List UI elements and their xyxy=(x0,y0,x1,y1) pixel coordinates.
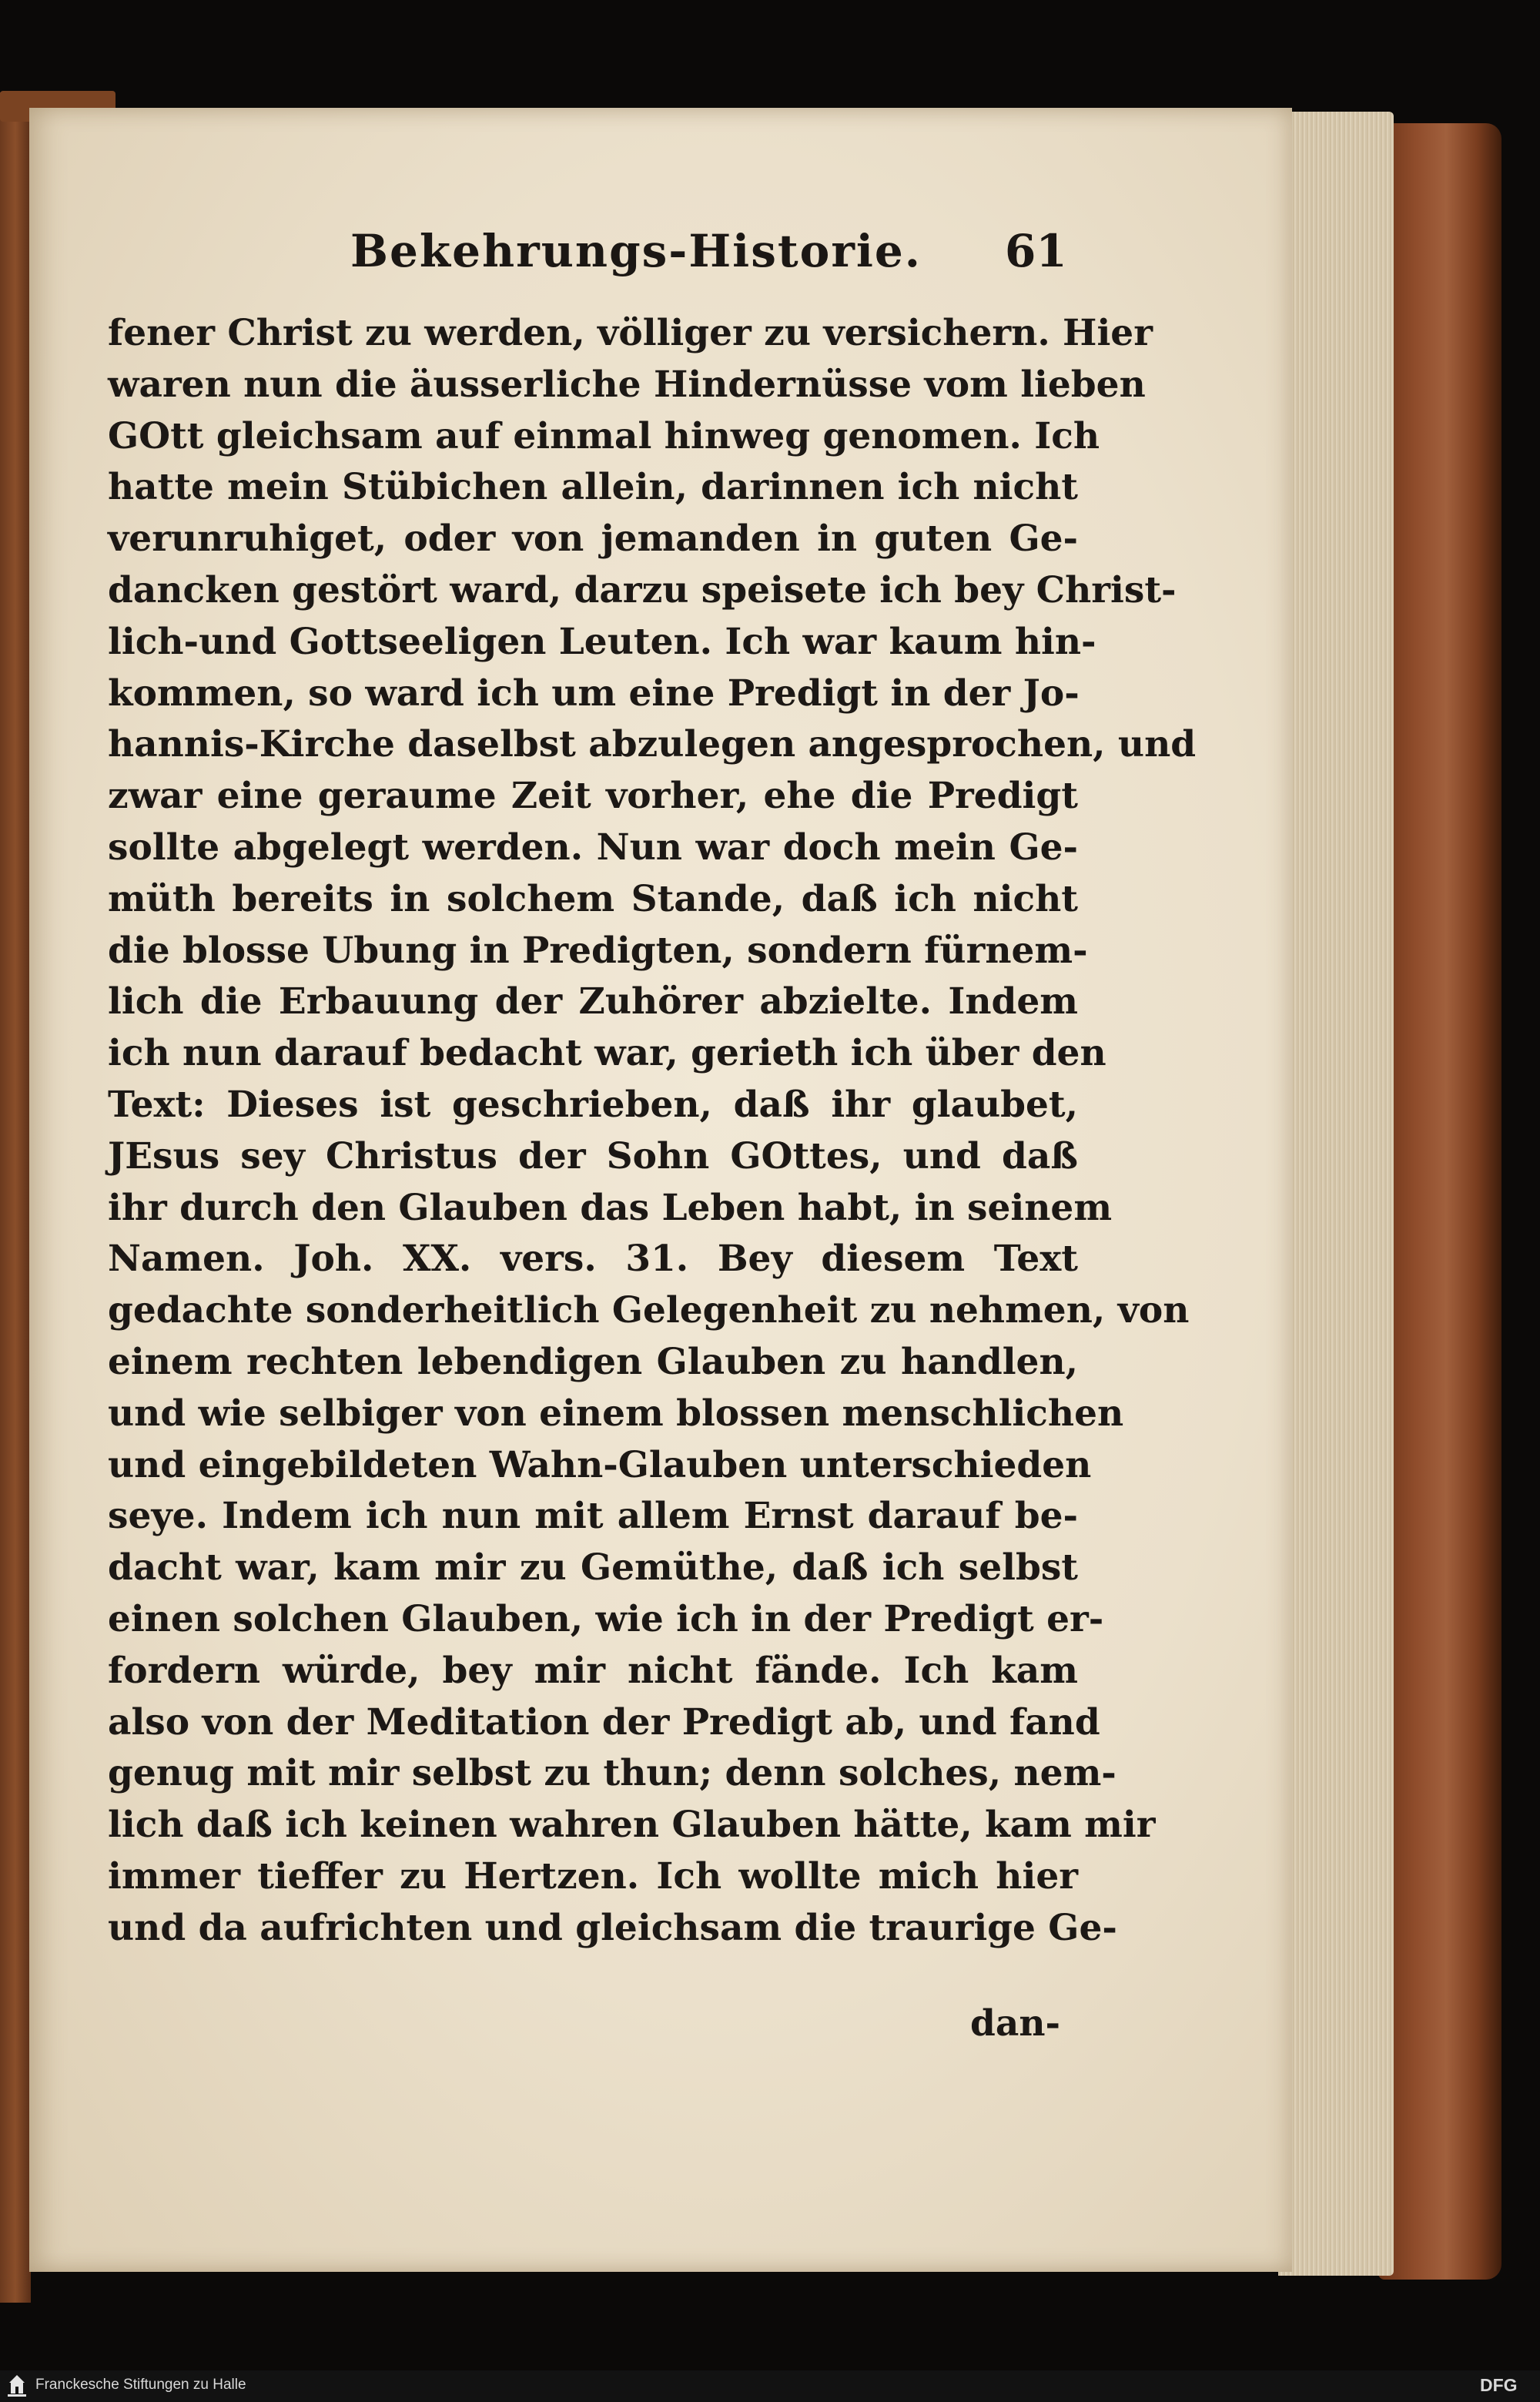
text-line: dacht war, kam mir zu Gemüthe, daß ich selbst xyxy=(108,1546,1078,1590)
text-line: waren nun die äusserliche Hindernüsse vom lieben xyxy=(108,363,1146,406)
text-line: fordern würde, bey mir nicht fände. Ich kam xyxy=(108,1649,1078,1692)
text-line: und eingebildeten Wahn-Glauben unterschieden xyxy=(108,1443,1092,1486)
text-line: sollte abgelegt werden. Nun war doch mein Ge- xyxy=(108,826,1078,869)
book-cover-right xyxy=(1378,123,1502,2280)
catchword: dan- xyxy=(970,2002,1060,2045)
text-line: und wie selbiger von einem blossen menschlichen xyxy=(108,1392,1124,1435)
text-line: gedachte sonderheitlich Gelegenheit zu nehmen, von xyxy=(108,1289,1190,1332)
book-cover-left xyxy=(0,92,31,2303)
text-line: dancken gestört ward, darzu speisete ich bey Christ- xyxy=(108,568,1177,611)
text-line: verunruhiget, oder von jemanden in guten Ge- xyxy=(108,518,1078,561)
text-line: immer tieffer zu Hertzen. Ich wollte mich hier xyxy=(108,1854,1078,1898)
text-line: zwar eine geraume Zeit vorher, ehe die Predigt xyxy=(108,775,1078,818)
text-line: kommen, so ward ich um eine Predigt in der Jo- xyxy=(108,672,1080,715)
footer-bar xyxy=(0,2370,1540,2402)
page-edges xyxy=(1278,112,1394,2276)
text-line: einem rechten lebendigen Glauben zu handlen, xyxy=(108,1340,1078,1383)
running-title: Bekehrungs-Historie. xyxy=(350,225,922,277)
text-line: müth bereits in solchem Stande, daß ich nicht xyxy=(108,877,1078,920)
footer-credit: Franckesche Stiftungen zu Halle xyxy=(35,2377,246,2393)
text-line: GOtt gleichsam auf einmal hinweg genomen. Ich xyxy=(108,414,1100,457)
page-header xyxy=(350,225,1120,286)
text-line: lich-und Gottseeligen Leuten. Ich war kaum hin- xyxy=(108,620,1096,663)
text-line: und da aufrichten und gleichsam die traurige Ge- xyxy=(108,1906,1117,1949)
text-line: lich die Erbauung der Zuhörer abzielte. Indem xyxy=(108,980,1078,1023)
text-line: also von der Meditation der Predigt ab, und fand xyxy=(108,1700,1100,1744)
text-line: hannis-Kirche daselbst abzulegen angesprochen, und xyxy=(108,723,1197,766)
text-line: ihr durch den Glauben das Leben habt, in seinem xyxy=(108,1186,1113,1229)
text-line: seye. Indem ich nun mit allem Ernst darauf be- xyxy=(108,1495,1078,1538)
text-line: fener Christ zu werden, völliger zu versichern. Hier xyxy=(108,312,1153,354)
text-line: JEsus sey Christus der Sohn GOttes, und daß xyxy=(108,1134,1078,1178)
institution-logo-icon xyxy=(6,2374,28,2398)
text-line: die blosse Ubung in Predigten, sondern fürnem- xyxy=(108,929,1088,972)
page-number: 61 xyxy=(1005,225,1067,277)
text-line: einen solchen Glauben, wie ich in der Predigt er- xyxy=(108,1597,1104,1640)
text-line: Text: Dieses ist geschrieben, daß ihr glaubet, xyxy=(108,1083,1078,1126)
body-text xyxy=(108,308,1197,1955)
text-line: lich daß ich keinen wahren Glauben hätte, kam mir xyxy=(108,1804,1156,1847)
text-line: hatte mein Stübichen allein, darinnen ich nicht xyxy=(108,466,1078,509)
text-line: ich nun darauf bedacht war, gerieth ich über den xyxy=(108,1032,1106,1075)
footer-brand-logo: DFG xyxy=(1480,2375,1518,2395)
text-line: Namen. Joh. XX. vers. 31. Bey diesem Text xyxy=(108,1238,1078,1281)
text-line: genug mit mir selbst zu thun; denn solches, nem- xyxy=(108,1752,1116,1795)
